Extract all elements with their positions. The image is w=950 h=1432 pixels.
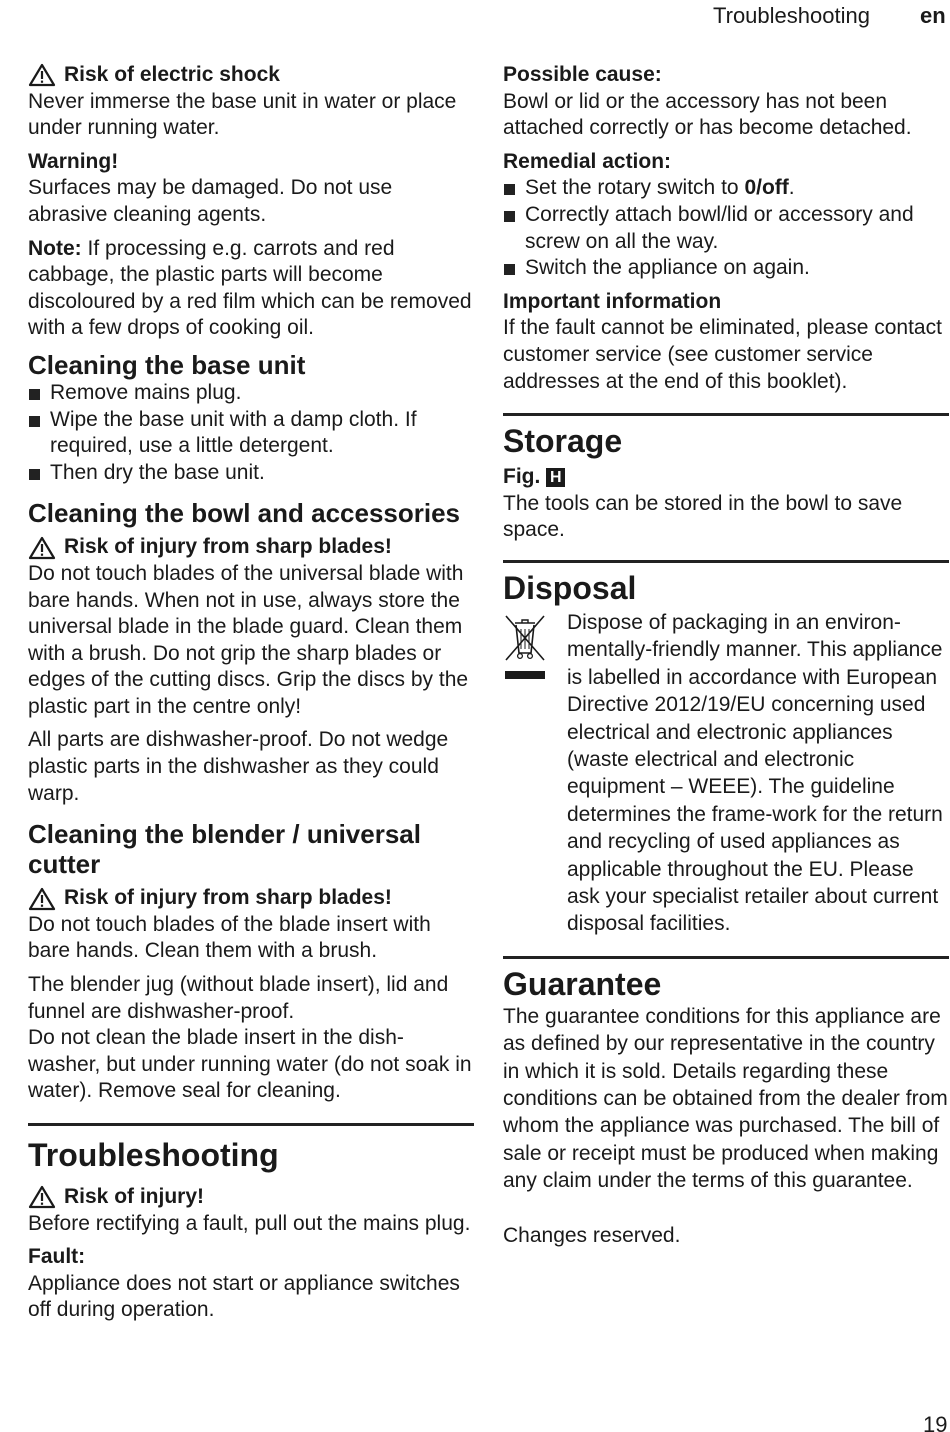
note-label: Note:	[28, 236, 82, 260]
blender-warning-text: Do not touch blades of the blade insert with bare hands. Clean them with a brush.	[28, 912, 431, 963]
bowl-warning-title-text: Risk of injury from sharp blades!	[64, 535, 392, 559]
warning-triangle-icon	[28, 536, 56, 560]
fault-label: Fault:	[28, 1245, 86, 1269]
possible-cause-label: Possible cause:	[503, 63, 662, 86]
list-item: Remove mains plug.	[28, 380, 474, 407]
page-number: 19	[923, 1412, 948, 1432]
header-language: en	[920, 3, 946, 28]
bowl-warning-title	[28, 534, 474, 561]
disposal-text: Dispose of packaging in an environ-mentally-friendly manner. This appliance is labelled in accordance with European Directive 2012/19/EU concerning used electrical and electronic appliances (waste electrical and electronic equipment – WEEE). The guideline determines the frame-work for the return and recycling of used appliances as applicable throughout the EU. Please ask your specialist retailer about current disposal facilities.	[567, 610, 943, 936]
cleaning-blender-heading: Cleaning the blender / universal cutter	[28, 819, 421, 880]
troubleshooting-warning-title	[28, 1184, 474, 1211]
storage-text: The tools can be stored in the bowl to save space.	[503, 491, 903, 542]
important-information-label: Important information	[503, 289, 722, 313]
section-divider	[503, 413, 949, 416]
note-paragraph	[28, 236, 474, 342]
changes-reserved: Changes reserved.	[503, 1223, 681, 1247]
list-item: Switch the appliance on again.	[503, 255, 949, 282]
storage-figure-ref	[503, 464, 949, 491]
blender-warning-title	[28, 885, 474, 912]
disposal-block	[503, 609, 949, 938]
section-divider	[503, 956, 949, 959]
cleaning-bowl-heading: Cleaning the bowl and accessories	[28, 498, 461, 529]
guarantee-text: The guarantee conditions for this appliance are as defined by our representative in the country in which it is sold. Details regarding these conditions can be obtained from the dealer from whom the appliance was purchased. The bill of sale or receipt must be produced when making any claim under the terms of this guarantee.	[503, 1004, 948, 1193]
warning-text: Surfaces may be damaged. Do not use abrasive cleaning agents.	[28, 176, 393, 226]
figure-letter-box: H	[546, 468, 565, 487]
storage-heading: Storage	[503, 423, 623, 460]
warning-triangle-icon	[28, 1185, 56, 1209]
bowl-warning-text: Do not touch blades of the universal blade with bare hands. When not in use, always store the universal blade in the blade guard. Clean them with a brush. Do not grip the sharp blades or edges of the cutting discs. Grip the discs by the plastic part in the centre only!	[28, 561, 469, 718]
section-divider	[28, 1123, 474, 1126]
remedy-step1-suffix: .	[788, 176, 795, 200]
page-header	[0, 3, 950, 31]
section-divider	[503, 560, 949, 563]
warning-triangle-icon	[28, 887, 56, 911]
fault-text: Appliance does not start or appliance switches off during operation.	[28, 1271, 460, 1322]
disposal-heading: Disposal	[503, 569, 637, 606]
list-item: Correctly attach bowl/lid or accessory and screw on all the way.	[503, 202, 949, 255]
important-information-text: If the fault cannot be eliminated, please contact customer service (see customer service addresses at the end of this booklet).	[503, 316, 942, 393]
list-item: Wipe the base unit with a damp cloth. If required, use a little detergent.	[28, 407, 474, 460]
crossed-out-wheelie-bin-icon	[503, 613, 547, 683]
list-item	[503, 175, 949, 202]
electric-shock-text: Never immerse the base unit in water or place under running water.	[28, 89, 457, 140]
possible-cause-text: Bowl or lid or the accessory has not been attached correctly or has become detached.	[503, 89, 912, 140]
right-column	[503, 62, 949, 1249]
bowl-dishwasher-text: All parts are dishwasher-proof. Do not wedge plastic parts in the dishwasher as they could warp.	[28, 728, 449, 805]
troubleshooting-heading: Troubleshooting	[28, 1137, 279, 1173]
remedial-action-steps	[503, 175, 949, 281]
electric-shock-warning-title	[28, 62, 474, 89]
electric-shock-title-text: Risk of electric shock	[64, 63, 280, 86]
troubleshooting-warning-text: Before rectifying a fault, pull out the mains plug.	[28, 1211, 471, 1235]
note-text: If processing e.g. carrots and red cabbage, the plastic parts will become discoloured by a red film which can be removed with a few drops of cooking oil.	[28, 236, 472, 340]
remedy-step1-prefix: Set the rotary switch to	[525, 176, 745, 200]
cleaning-base-heading: Cleaning the base unit	[28, 349, 306, 380]
figure-label: Fig.	[503, 465, 541, 489]
blender-dishwasher-text: The blender jug (without blade insert), lid and funnel are dishwasher-proof.	[28, 973, 449, 1023]
switch-position: 0/off	[744, 176, 789, 200]
guarantee-heading: Guarantee	[503, 965, 662, 1002]
troubleshooting-warning-title-text: Risk of injury!	[64, 1185, 205, 1208]
warning-label: Warning!	[28, 149, 119, 173]
left-column	[28, 62, 474, 1324]
list-item: Then dry the base unit.	[28, 460, 474, 487]
warning-triangle-icon	[28, 63, 56, 87]
blender-blade-text: Do not clean the blade insert in the dish-washer, but under running water (do not soak in water). Remove seal for cleaning.	[28, 1026, 472, 1103]
blender-warning-title-text: Risk of injury from sharp blades!	[64, 886, 392, 910]
cleaning-base-steps	[28, 380, 474, 486]
header-section-title: Troubleshooting	[713, 3, 870, 28]
remedial-action-label: Remedial action:	[503, 149, 672, 173]
